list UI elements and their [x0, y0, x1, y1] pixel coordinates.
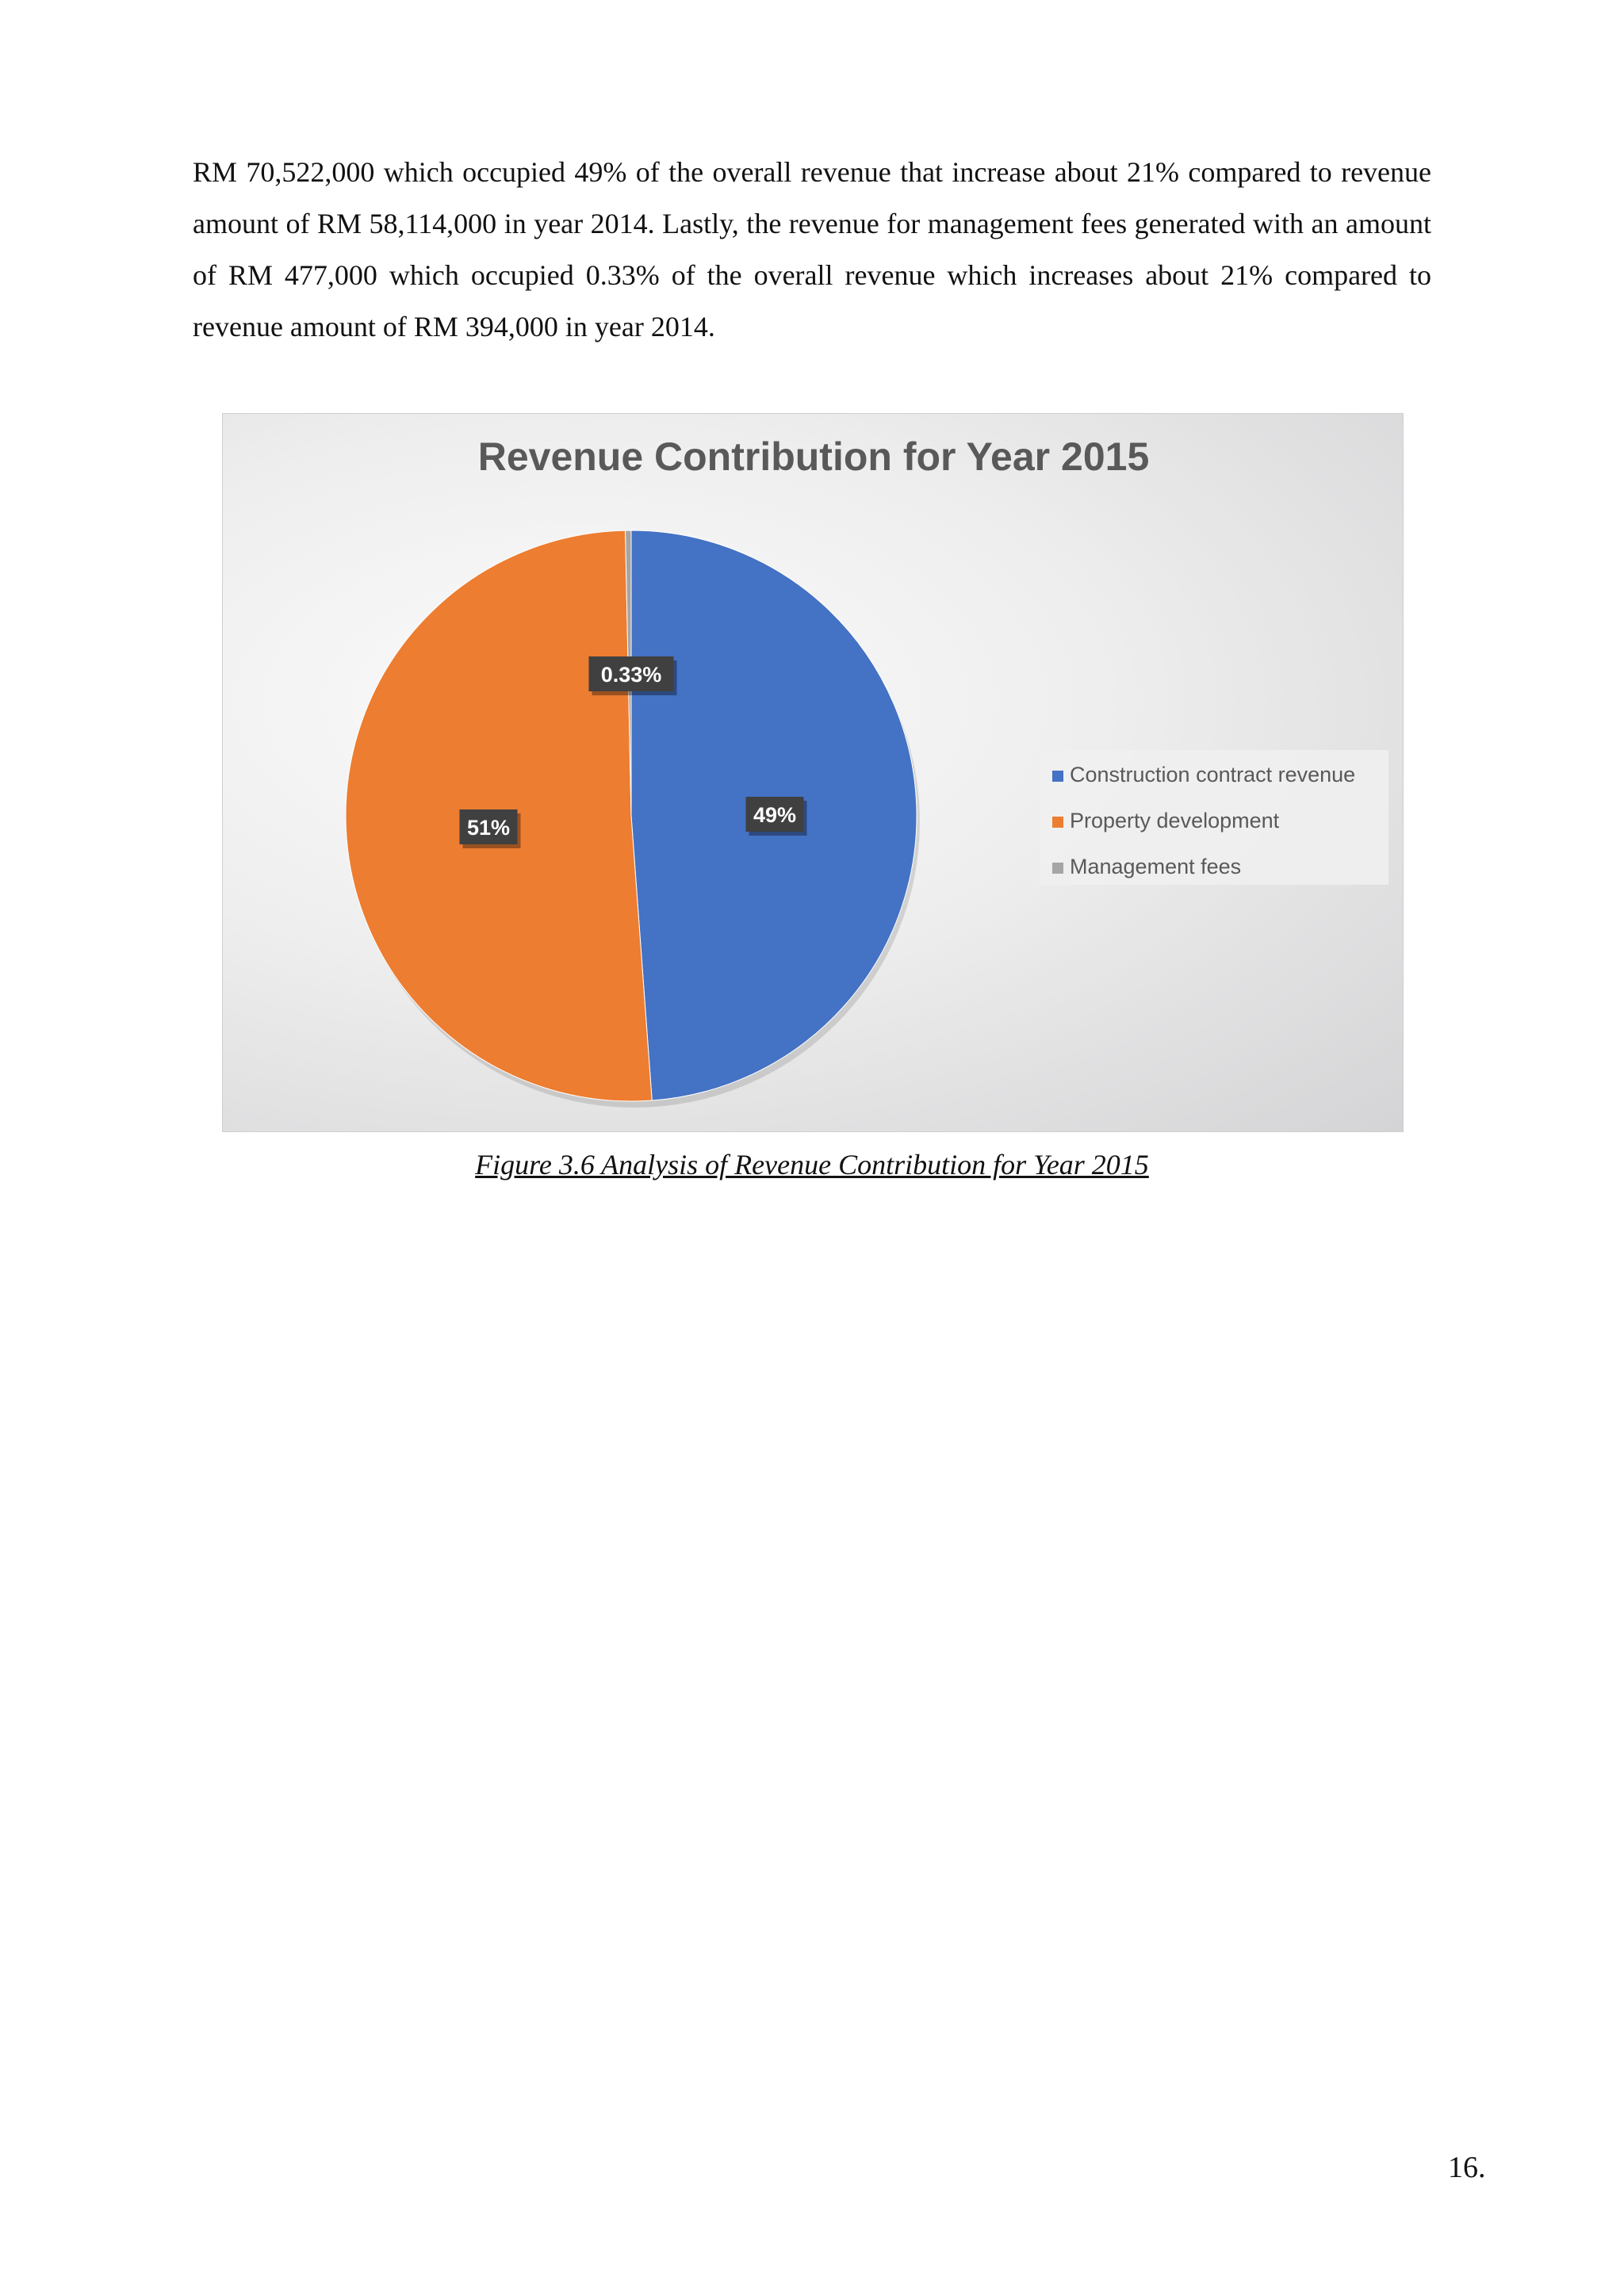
figure-caption: Figure 3.6 Analysis of Revenue Contribution for Year 2015 — [475, 1149, 1149, 1181]
revenue-pie-chart — [222, 413, 1404, 1132]
chart-title: Revenue Contribution for Year 2015 — [477, 434, 1150, 479]
legend-swatch-property-development — [1052, 817, 1063, 828]
data-label-text: 0.33% — [600, 663, 662, 687]
chart-legend — [1040, 750, 1388, 885]
legend-label-property-development: Property development — [1070, 809, 1280, 832]
pie-slices — [346, 530, 920, 1108]
page-number: 16. — [1448, 2151, 1486, 2184]
legend-label-management-fees: Management fees — [1070, 855, 1242, 878]
legend-swatch-construction-contract-revenue — [1052, 771, 1063, 782]
body-paragraph: RM 70,522,000 which occupied 49% of the overall revenue that increase about 21% compared to revenue amount of RM 58,114,000 in year 2014. Lastly, the revenue for management fees generated with an amount of RM 477,000 which occupied 0.33% of the overall revenue which increases about 21% compared to revenue amount of RM 394,000 in year 2014. — [193, 156, 1431, 342]
data-label-text: 51% — [466, 816, 511, 840]
data-label-management-fees — [589, 656, 677, 695]
data-label-property-development — [460, 809, 521, 848]
data-label-text: 49% — [753, 803, 797, 827]
legend-label-construction-contract-revenue: Construction contract revenue — [1070, 763, 1356, 786]
legend-swatch-management-fees — [1052, 863, 1063, 874]
pie-chart-svg — [223, 414, 1404, 1132]
data-label-construction-contract-revenue — [746, 797, 807, 836]
